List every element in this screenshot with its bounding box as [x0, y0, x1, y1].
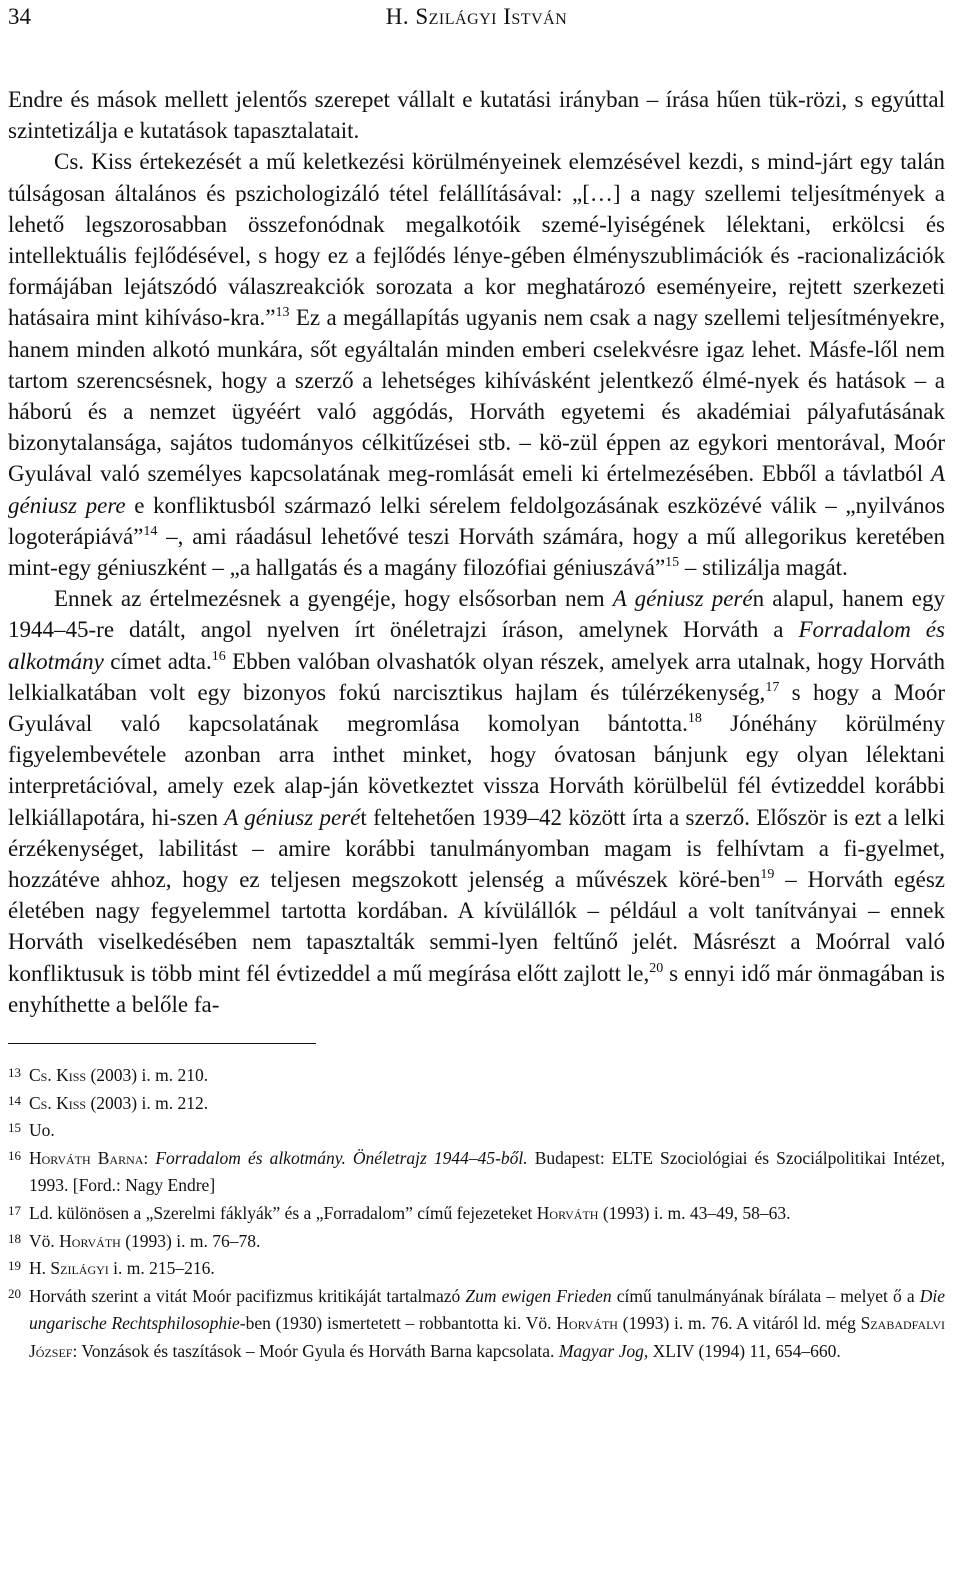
footnote-number: 17	[8, 1203, 21, 1219]
text-run: i. m. 215–216.	[108, 1258, 215, 1279]
text-run: (2003) i. m. 210.	[86, 1065, 209, 1086]
text-run: Horváth szerint a vitát Moór pacifizmus kritikáját tartalmazó	[29, 1285, 466, 1306]
text-run: Jónéhány körülmény figyelembevétele azonban arra inthet minket, hogy óvatosan bánjunk egy olyan lélektani interpretációval, amely ezek alap-ján következtet vissza Horváth körülbelül fél évtizeddel korábbi lelkiállapotára, hi-szen	[8, 711, 945, 830]
text-run: t feltehetően 1939–42 között írta a szerző. Először is ezt a lelki érzékenységet, labilitást – amire korábbi tanulmányomban magam is felhívtam a fi-gyelmet, hozzátéve ahhoz, hogy ez teljesen megszokott jelenség a művészek köré-ben	[8, 804, 945, 893]
italic-title: A géniusz pere	[8, 461, 945, 518]
paragraph-2	[8, 146, 945, 583]
text-run: (1993) i. m. 76. A vitáról ld. még	[617, 1313, 861, 1334]
footnote-19	[8, 1255, 945, 1283]
footnote-number: 20	[8, 1285, 21, 1301]
text-run: XLIV (1994) 11, 654–660.	[648, 1341, 841, 1362]
text-run: -ben (1930) ismertetett – robbantotta ki. Vö.	[239, 1313, 557, 1334]
italic-title: Magyar Jog,	[558, 1341, 649, 1362]
footnote-20	[8, 1283, 945, 1366]
paragraph-1	[8, 84, 945, 146]
italic-title: Forradalom és alkotmány	[8, 617, 945, 674]
main-text	[8, 84, 945, 1020]
text-run: (1993) i. m. 76–78.	[120, 1230, 261, 1251]
italic-title: Zum ewigen Frieden	[465, 1285, 612, 1306]
footnote-ref-17[interactable]: 17	[765, 679, 780, 695]
footnote-15	[8, 1117, 945, 1145]
footnote-number: 15	[8, 1120, 21, 1136]
text-run: Uo.	[29, 1120, 55, 1141]
text-run: Ez a megállapítás ugyanis nem csak a nagy szellemi teljesítményekre, hanem minden alkotó munkára, sőt egyáltalán minden emberi cselekvésre igaz lehet. Másfe-lől nem tartom szerencsésnek, hogy a szerző a lehetséges kihívásként jelentkező élmé-nyek és hatások – a háború és a nemzet ügyéért való aggódás, Horváth egyetemi és akadémiai pályafutásának bizonytalansága, sajátos tudományos célkitűzései stb. – kö-zül éppen az egykori mentorával, Moór Gyulával való személyes kapcsolatának meg-romlását emeli ki értelmezésében. Ebből a távlatból	[8, 305, 945, 487]
page-header	[8, 2, 945, 36]
text-run: Budapest: ELTE Szociológiai és Szociálpolitikai Intézet, 1993. [Ford.: Nagy Endre]	[29, 1147, 945, 1196]
text-run: :	[143, 1147, 156, 1168]
footnote-ref-13[interactable]: 13	[275, 305, 290, 321]
footnote-ref-18[interactable]: 18	[687, 711, 702, 727]
italic-title: Forradalom és alkotmány. Önéletrajz 1944–45-ből.	[155, 1147, 528, 1168]
text-run: Ld. különösen a „Szerelmi fáklyák” és a „Forradalom” című fejezeteket	[29, 1203, 537, 1224]
text-run: e konfliktusból származó lelki sérelem feldolgozásának eszközévé válik – „nyilvános logoterápiává”	[8, 492, 946, 549]
footnote-number: 14	[8, 1092, 21, 1108]
running-head: H. Szilágyi István	[385, 4, 568, 29]
footnote-14	[8, 1090, 945, 1118]
page-number: 34	[8, 4, 31, 29]
author-name: Cs. Kiss	[29, 1092, 87, 1113]
italic-title: Die ungarische Rechtsphilosophie	[29, 1285, 945, 1334]
author-name: Horváth	[59, 1230, 121, 1251]
author-name: Szabadfalvi József	[29, 1313, 946, 1362]
footnote-ref-14[interactable]: 14	[143, 523, 158, 539]
footnote-ref-20[interactable]: 20	[649, 960, 664, 976]
author-name: Horváth Barna	[29, 1147, 144, 1168]
author-name: H. Szilágyi	[29, 1258, 109, 1279]
footnote-ref-16[interactable]: 16	[211, 648, 226, 664]
text-run: (2003) i. m. 212.	[86, 1092, 209, 1113]
author-name: Cs. Kiss	[29, 1065, 87, 1086]
footnote-number: 18	[8, 1230, 21, 1246]
text-run: s ennyi idő már önmagában is enyhíthette a belőle fa-	[8, 960, 945, 1017]
author-name: Horváth	[556, 1313, 618, 1334]
text-run: Endre és mások mellett jelentős szerepet vállalt e kutatási irányban – írása hűen tük-rözi, s egyúttal szintetizálja e kutatások tapasztalatait.	[8, 87, 945, 144]
text-run: (1993) i. m. 43–49, 58–63.	[598, 1203, 791, 1224]
text-run: s hogy a Moór Gyulával való kapcsolatának megromlása komolyan bántotta.	[8, 679, 945, 737]
author-name: Horváth	[536, 1203, 599, 1224]
footnote-17	[8, 1200, 945, 1228]
italic-title: A géniusz peré	[612, 586, 753, 612]
text-run: – Horváth egész életében nagy fegyelemmel tartotta kordában. A kívülállók – például a volt tanítványai – ennek Horváth viselkedésében nem tapasztalták semmi-lyen feltűnő jelét. Másrészt a Moórral való konfliktusuk is több mint fél évtizeddel a mű megírása előtt zajlott le,	[8, 867, 945, 986]
paragraph-3	[8, 583, 945, 1020]
footnote-divider	[8, 1043, 316, 1044]
text-run: Cs. Kiss értekezését a mű keletkezési körülményeinek elemzésével kezdi, s mind-járt egy talán túlságosan általános és pszichologizáló tétel felállításával: „[…] a nagy szellemi teljesítmények a lehető legszorosabban összefonódnak megalkotóik szemé-lyiségének lélektani, erkölcsi és intellektuális fejlődésével, s hogy ez a fejlődés lénye-gében élményszublimációk és -racionalizációk formájában lejátszódó válaszreakciók sorozata a kor meghatározó eseményeire, rejtett szerkezeti hatásaira mint kihíváso-kra.”	[8, 149, 945, 331]
text-run: – stilizálja magát.	[679, 555, 848, 581]
italic-title: A géniusz peré	[224, 804, 361, 830]
footnote-ref-19[interactable]: 19	[760, 867, 775, 883]
footnote-number: 13	[8, 1065, 21, 1081]
text-run: című tanulmányának bírálata – melyet ő a	[611, 1285, 920, 1306]
footnote-16	[8, 1145, 945, 1200]
journal-page	[8, 0, 945, 1366]
text-run: : Vonzások és taszítások – Moór Gyula és Horváth Barna kapcsolata.	[72, 1341, 559, 1362]
footnote-ref-15[interactable]: 15	[665, 555, 680, 571]
text-run: Ebben valóban olvashatók olyan részek, amelyek arra utalnak, hogy Horváth lelkialkatában volt egy bizonyos fokú narcisztikus hajlam és túlérzékenység,	[8, 648, 945, 705]
text-run: Vö.	[29, 1230, 60, 1251]
text-run: n alapul, hanem egy 1944–45-re datált, angol nyelven írt önéletrajzi íráson, amelynek Horváth a	[8, 586, 945, 643]
footnote-18	[8, 1228, 945, 1256]
footnote-number: 16	[8, 1147, 21, 1163]
footnote-number: 19	[8, 1258, 21, 1274]
text-run: Ennek az értelmezésnek a gyengéje, hogy elsősorban nem	[54, 586, 613, 612]
footnotes	[8, 1062, 945, 1366]
text-run: címet adta.	[103, 648, 212, 674]
text-run: –, ami ráadásul lehetővé teszi Horváth számára, hogy a mű allegorikus keretében mint-egy géniuszként – „a hallgatás és a magány filozófiai géniuszává”	[8, 523, 945, 581]
footnote-13	[8, 1062, 945, 1090]
